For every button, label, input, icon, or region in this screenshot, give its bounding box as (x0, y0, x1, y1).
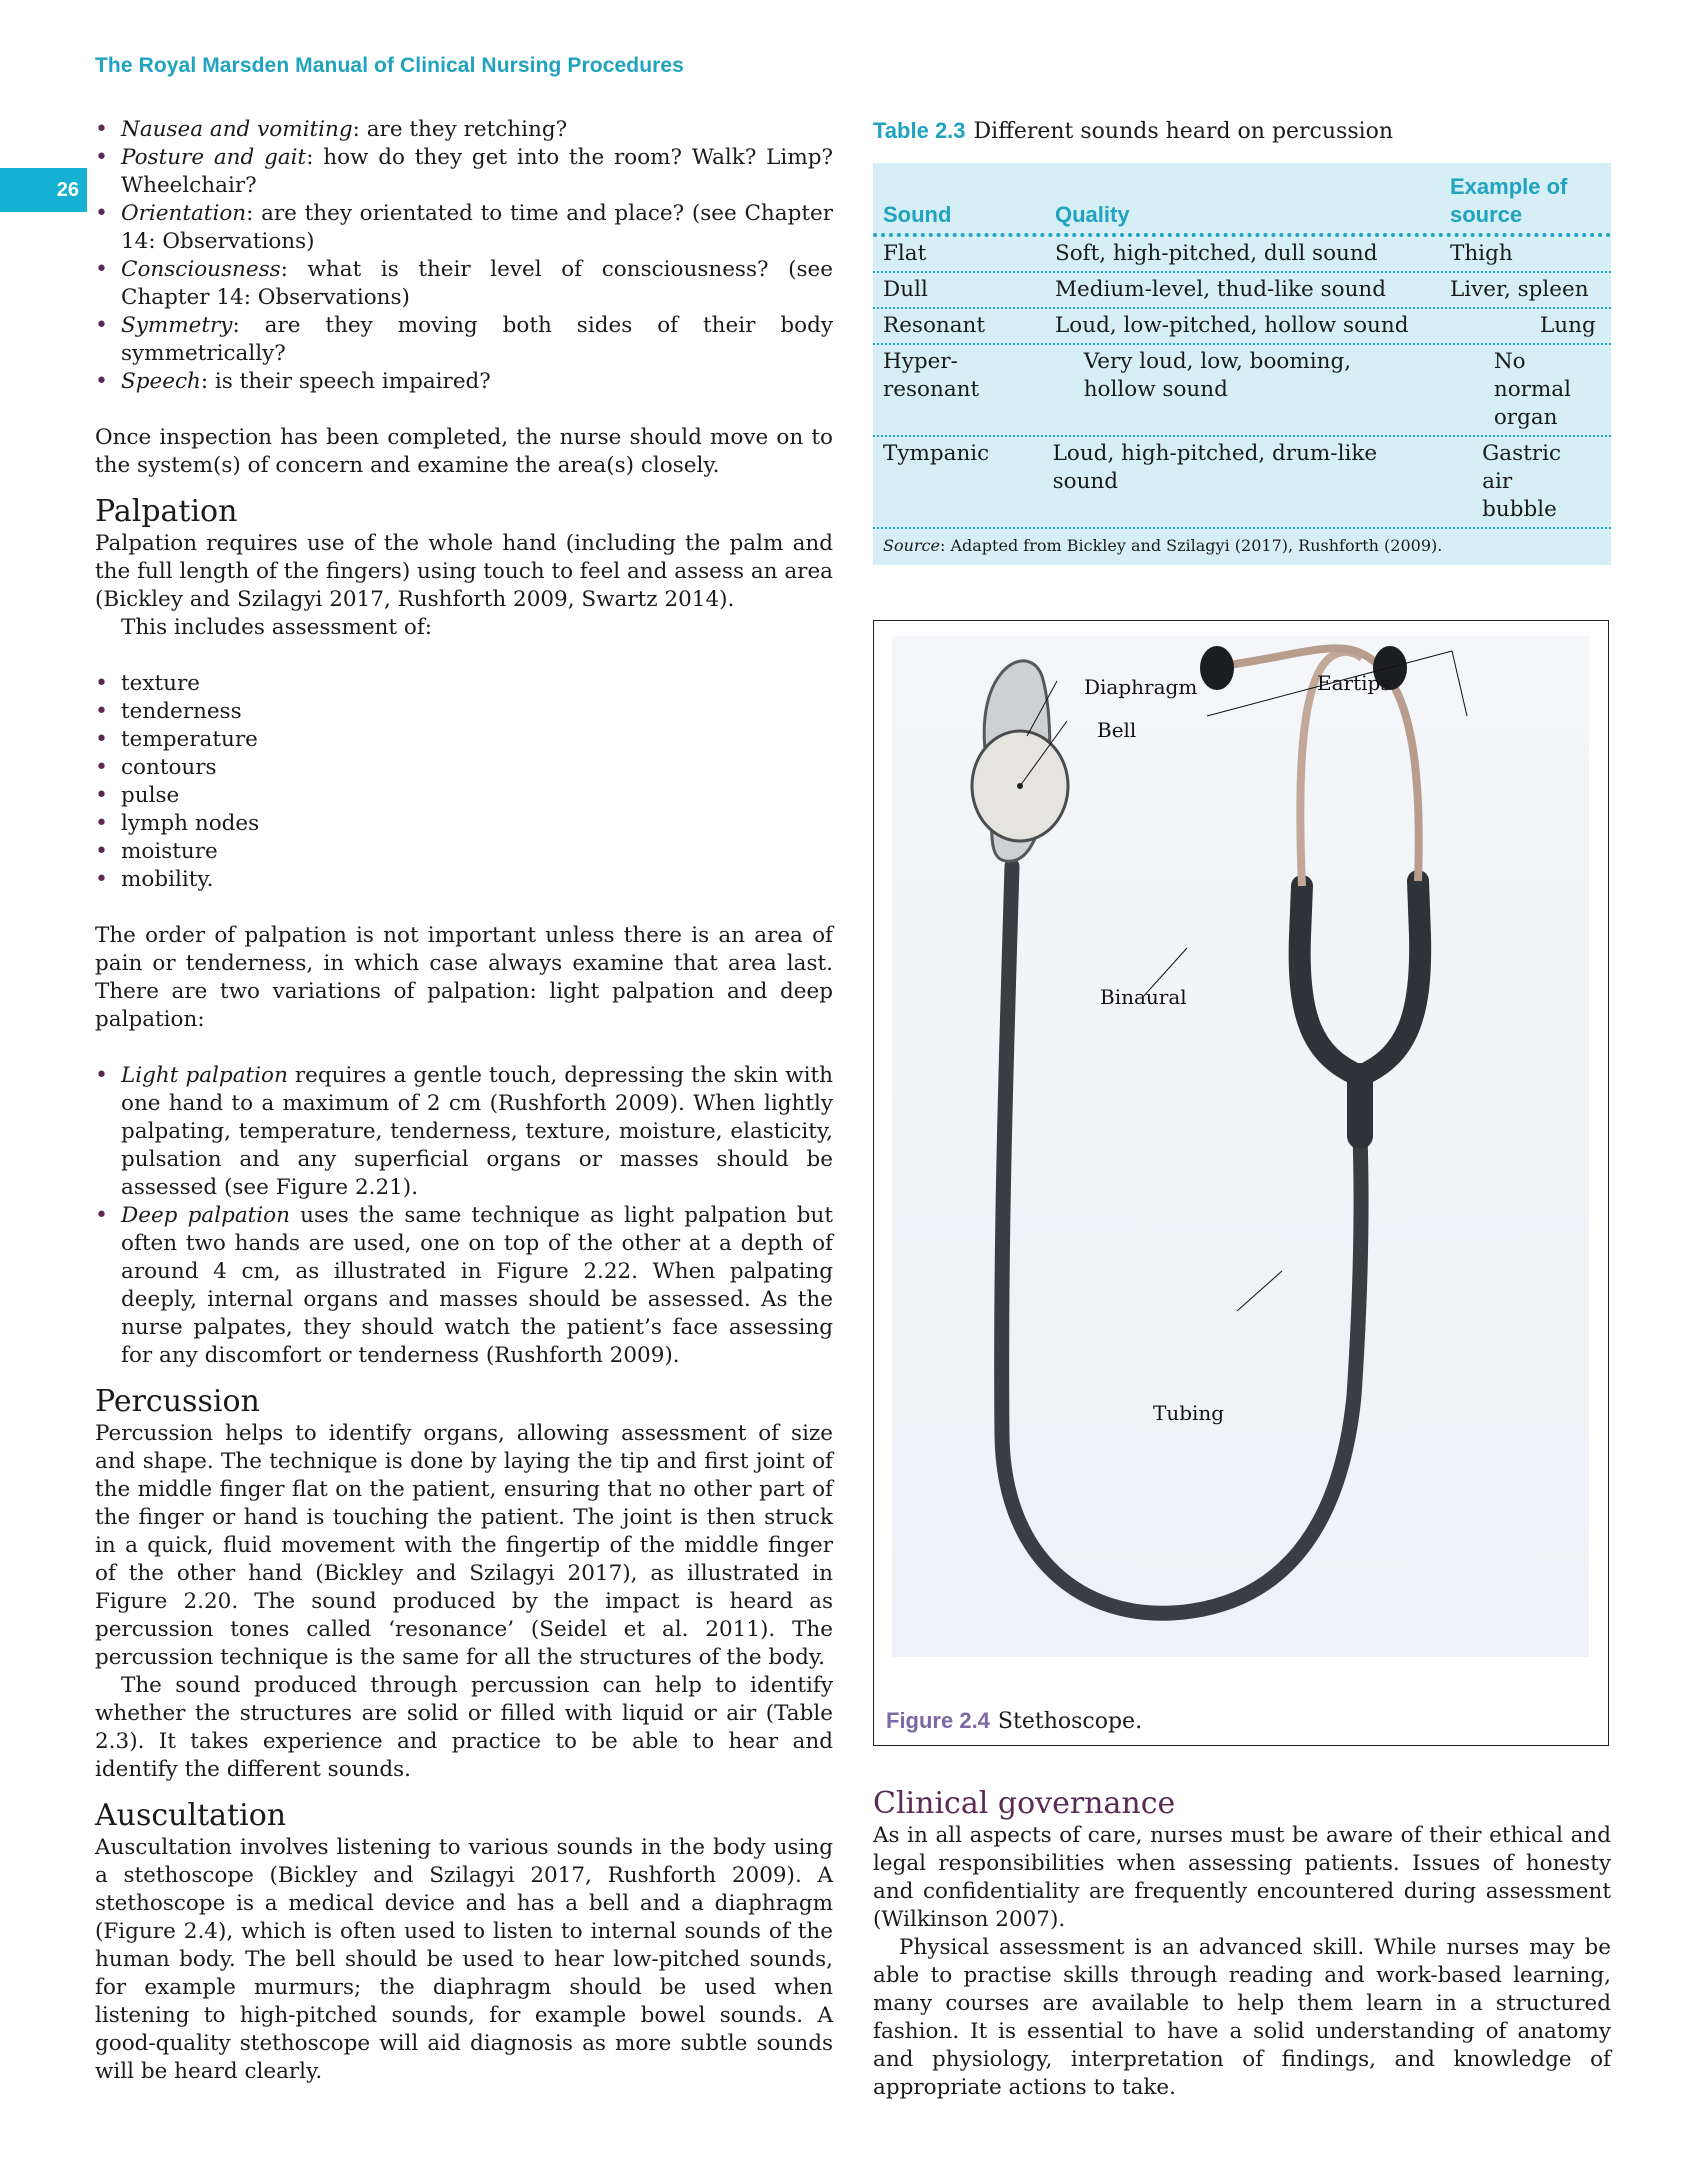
page-number-tab: 26 (0, 168, 87, 212)
table-cell: Flat (883, 241, 927, 266)
table-row (873, 437, 1611, 529)
governance-paragraph: As in all aspects of care, nurses must be aware of their ethical and legal responsibilities when assessing patients. Issues of honesty and confidentiality are frequently encountered during assessment (Wilkinson 2007). (873, 1823, 1611, 1932)
table-cell: Liver, spleen (1450, 277, 1589, 302)
table-cell: Loud, low-pitched, hollow sound (1055, 313, 1409, 338)
list-item: • lymph nodes (95, 810, 833, 838)
table-cell: Gastric air bubble (1482, 441, 1561, 522)
list-item: • tenderness (95, 698, 833, 726)
table-cell: Resonant (883, 313, 986, 338)
list-item: • contours (95, 754, 833, 782)
palpation-paragraph: Palpation requires use of the whole hand (including the palm and the full length of the fingers) using touch to feel and assess an area (Bickley and Szilagyi 2017, Rushforth 2009, Swartz 2014). (95, 531, 833, 612)
table-cell: Very loud, low, booming, hollow sound (1083, 349, 1352, 402)
inspection-conclusion: Once inspection has been completed, the nurse should move on to the system(s) of concern and examine the area(s) closely. (95, 425, 833, 478)
table-cell: Thigh (1450, 241, 1513, 266)
table-cell: Loud, high-pitched, drum-like sound (1052, 441, 1378, 494)
column-header: Quality (1055, 202, 1130, 227)
table-caption (873, 118, 1393, 144)
list-item: • Light palpation requires a gentle touch, depressing the skin with one hand to a maximum of 2 cm (Rushforth 2009). When lightly palpating, temperature, tenderness, texture, moisture, elasticity, pulsation and any superficial organs or masses should be assessed (see Figure 2.21). (95, 1062, 833, 1202)
column-header: Example of source (1450, 174, 1568, 227)
auscultation-heading: Auscultation (95, 1798, 287, 1833)
figure-caption (886, 1708, 1142, 1734)
label-binaural: Binaural (1100, 985, 1187, 1009)
table-row (873, 309, 1611, 345)
governance-paragraph: Physical assessment is an advanced skill. While nurses may be able to practise skills through reading and work-based learning, many courses are available to help them learn in a structured fashion. It is essential to have a solid understanding of anatomy and physiology, interpretation of findings, and knowledge of appropriate actions to take. (873, 1935, 1611, 2100)
stethoscope-illustration (892, 636, 1589, 1657)
table-cell: Lung (1540, 313, 1596, 338)
figure-caption-text: Stethoscope. (997, 1709, 1143, 1734)
yoke-left-arm (1300, 886, 1360, 1076)
list-item: • texture (95, 670, 833, 698)
list-item: • pulse (95, 782, 833, 810)
table-row (873, 273, 1611, 309)
percussion-paragraph: The sound produced through percussion can help to identify whether the structures are solid or filled with liquid or air (Table 2.3). It takes experience and practice to be able to hear and identify the different sounds. (95, 1673, 833, 1782)
list-item: • Symmetry: are they moving both sides of their body symmetrically? (95, 312, 833, 368)
table-row (873, 345, 1611, 437)
eartip-left (1200, 646, 1234, 690)
table-source: Source: Adapted from Bickley and Szilagyi (2017), Rushforth (2009). (883, 536, 1443, 555)
palpation-heading: Palpation (95, 494, 238, 529)
list-item: • Deep palpation uses the same technique as light palpation but often two hands are used, one on top of the other at a depth of around 4 cm, as illustrated in Figure 2.22. When palpating deeply, internal organs and masses should be assessed. As the nurse palpates, they should watch the patient’s face assessing for any discomfort or tenderness (Rushforth 2009). (95, 1202, 833, 1370)
list-item: • moisture (95, 838, 833, 866)
percussion-paragraph: Percussion helps to identify organs, allowing assessment of size and shape. The technique is done by laying the tip and first joint of the middle finger flat on the patient, ensuring that no other part of the finger or hand is touching the patient. The joint is then struck in a quick, fluid movement with the fingertip of the middle finger of the other hand (Bickley and Szilagyi 2017), as illustrated in Figure 2.20. The sound produced by the impact is heard as percussion tones called ‘resonance’ (Seidel et al. 2011). The percussion technique is the same for all the structures of the body. (95, 1421, 833, 1670)
auscultation-paragraph: Auscultation involves listening to various sounds in the body using a stethoscope (Bickley and Szilagyi 2017, Rushforth 2009). A stethoscope is a medical device and has a bell and a diaphragm (Figure 2.4), which is often used to listen to internal sounds of the human body. The bell should be used to hear low-pitched sounds, for example murmurs; the diaphragm should be used when listening to high-pitched sounds, for example bowel sounds. A good-quality stethoscope will aid diagnosis as more subtle sounds will be heard clearly. (95, 1835, 833, 2084)
column-header: Sound (883, 202, 952, 227)
clinical-governance-heading: Clinical governance (873, 1786, 1176, 1821)
table-cell: Hyper-resonant (883, 349, 980, 402)
percussion-sounds-table (873, 163, 1611, 565)
assessment-list (95, 670, 833, 894)
table-title: Different sounds heard on percussion (973, 119, 1394, 144)
table-cell: Soft, high-pitched, dull sound (1055, 241, 1378, 266)
table-header-row (873, 163, 1611, 237)
table-cell: Dull (883, 277, 928, 302)
list-item: • mobility. (95, 866, 833, 894)
label-tubing: Tubing (1153, 1401, 1225, 1425)
table-cell: No normal organ (1493, 349, 1571, 430)
list-item: • Orientation: are they orientated to time and place? (see Chapter 14: Observations) (95, 200, 833, 256)
list-item: • Nausea and vomiting: are they retching? (95, 116, 833, 144)
list-item: • temperature (95, 726, 833, 754)
yoke-right-arm (1360, 881, 1420, 1076)
list-item: • Consciousness: what is their level of consciousness? (see Chapter 14: Observations) (95, 256, 833, 312)
figure-stethoscope (873, 620, 1609, 1746)
running-head: The Royal Marsden Manual of Clinical Nursing Procedures (95, 54, 684, 77)
left-column (95, 116, 833, 2086)
table-cell: Medium-level, thud-like sound (1055, 277, 1387, 302)
table-cell: Tympanic (883, 441, 990, 466)
figure-label: Figure 2.4 (886, 1708, 990, 1733)
palpation-variations-list (95, 1062, 833, 1370)
percussion-heading: Percussion (95, 1384, 260, 1419)
list-item: • Posture and gait: how do they get into the room? Walk? Limp? Wheelchair? (95, 144, 833, 200)
label-diaphragm: Diaphragm (1084, 675, 1198, 699)
label-bell: Bell (1097, 718, 1137, 742)
table-row (873, 237, 1611, 273)
list-item: • Speech: is their speech impaired? (95, 368, 833, 396)
stethoscope-photo (892, 636, 1589, 1657)
table-label: Table 2.3 (873, 118, 966, 143)
inspection-bullet-list (95, 116, 833, 396)
palpation-order-paragraph: The order of palpation is not important unless there is an area of pain or tenderness, in which case always examine that area last. There are two variations of palpation: light palpation and deep palpation: (95, 923, 833, 1032)
clinical-governance-section (873, 1786, 1611, 2102)
label-eartips: Eartips (1317, 671, 1391, 695)
palpation-paragraph: This includes assessment of: (121, 615, 433, 640)
